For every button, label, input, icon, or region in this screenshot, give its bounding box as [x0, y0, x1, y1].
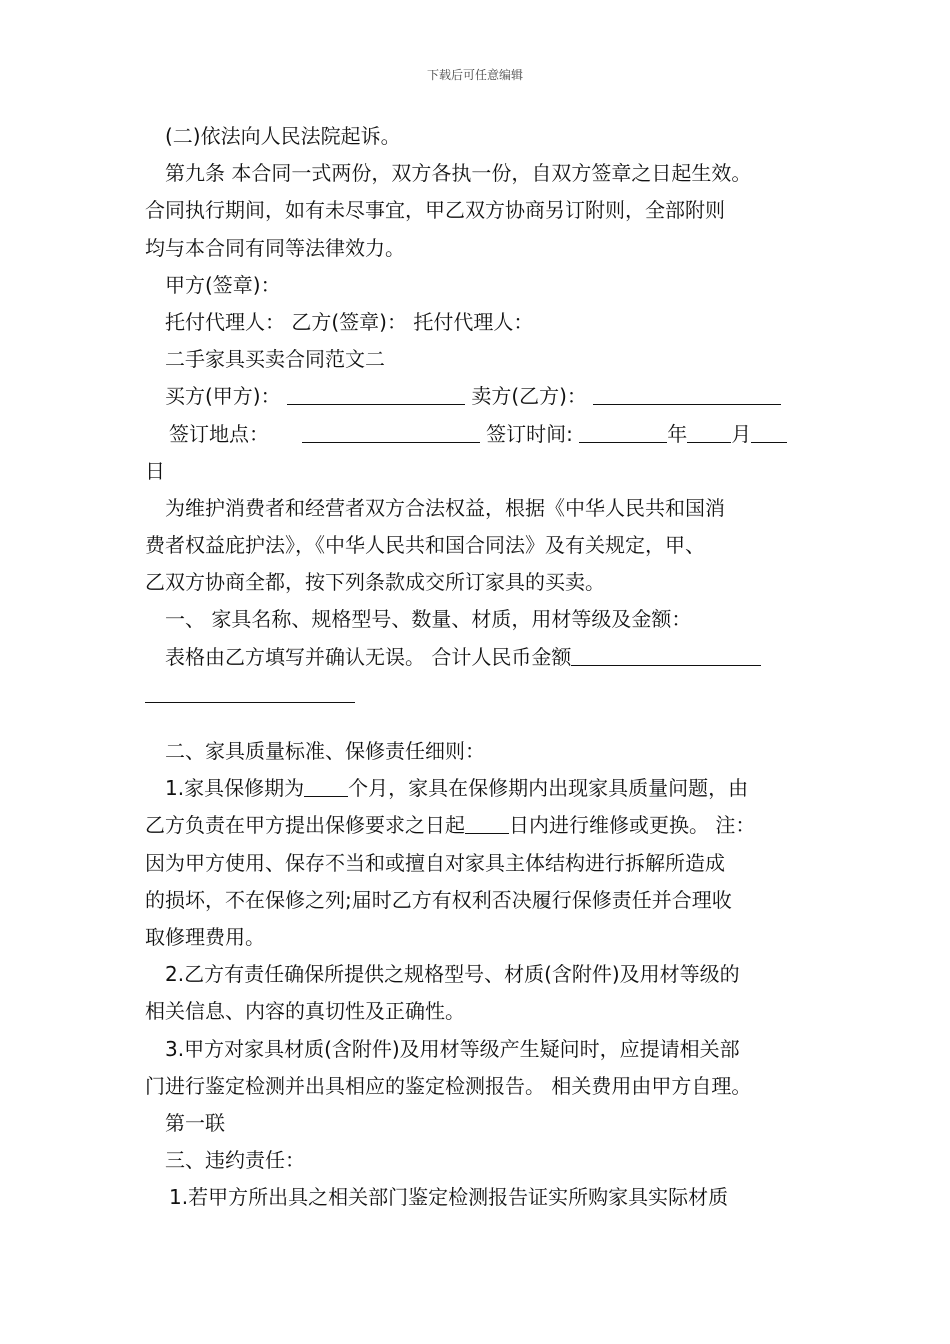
- repair-days-line: [145, 807, 810, 844]
- sign-place-blank: [302, 422, 480, 443]
- total-amount-line: [145, 639, 810, 676]
- repair-label: 乙方负责在甲方提出保修要求之日起: [145, 813, 465, 838]
- text-line: 费者权益庇护法》，《中华人民共和国合同法》及有关规定，甲、: [145, 533, 705, 558]
- buyer-blank: [287, 384, 465, 405]
- text-line: 合同执行期间，如有未尽事宜，甲乙双方协商另订附则，全部附则: [145, 198, 725, 223]
- total-amount-continuation: [145, 676, 810, 713]
- sign-time-label: 签订时间:: [486, 421, 573, 446]
- section-heading: 一、 家具名称、规格型号、数量、材质，用材等级及金额：: [165, 607, 692, 632]
- month-blank: [687, 422, 731, 443]
- text-line: 2.乙方有责任确保所提供之规格型号、材质(含附件)及用材等级的: [165, 962, 740, 987]
- text-line: 门进行鉴定检测并出具相应的鉴定检测报告。 相关费用由甲方自理。: [145, 1073, 752, 1098]
- repair-text: 日内进行维修或更换。 注：: [509, 813, 756, 838]
- year-blank: [579, 422, 667, 443]
- sign-place-label: 签订地点：: [169, 421, 269, 446]
- text-line: (二)依法向人民法院起诉。: [165, 124, 401, 148]
- text-line: 甲方(签章)：: [165, 272, 281, 297]
- warranty-months-blank: [304, 776, 348, 797]
- warranty-label: 1.家具保修期为: [165, 776, 305, 801]
- warranty-line: [145, 770, 810, 807]
- buyer-seller-line: [145, 378, 810, 415]
- text-line: 3.甲方对家具材质(含附件)及用材等级产生疑问时，应提请相关部: [165, 1036, 740, 1061]
- text-line: 为维护消费者和经营者双方合法权益，根据《中华人民共和国消: [165, 495, 725, 520]
- text-line: 的损坏，不在保修之列;届时乙方有权利否决履行保修责任并合理收: [145, 887, 732, 912]
- day-blank: [751, 422, 787, 443]
- page-header: 下载后可任意编辑: [426, 68, 523, 82]
- section-heading: 三、违约责任：: [165, 1148, 305, 1173]
- text-line: 取修理费用。: [145, 924, 265, 949]
- text-line: 1.若甲方所出具之相关部门鉴定检测报告证实所购家具实际材质: [169, 1185, 729, 1210]
- seller-label: 卖方(乙方)：: [471, 384, 587, 409]
- year-label: 年: [667, 421, 688, 446]
- seller-blank: [593, 384, 781, 405]
- subtitle: 二手家具买卖合同范文二: [165, 347, 385, 372]
- text-line: 日: [145, 458, 165, 483]
- text-line: 因为甲方使用、保存不当和或擅自对家具主体结构进行拆解所造成: [145, 850, 725, 875]
- section-heading: 二、家具质量标准、保修责任细则：: [165, 739, 485, 763]
- text-line: 第九条 本合同一式两份，双方各执一份，自双方签章之日起生效。: [165, 161, 752, 186]
- document-body: [145, 118, 810, 1216]
- text-line: 乙双方协商全都，按下列条款成交所订家具的买卖。: [145, 570, 605, 595]
- month-label: 月: [731, 421, 752, 446]
- repair-days-blank: [465, 813, 509, 834]
- total-amount-blank: [571, 645, 761, 666]
- text-line: 相关信息、内容的真切性及正确性。: [145, 999, 465, 1024]
- warranty-text: 个月，家具在保修期内出现家具质量问题，由: [348, 776, 749, 801]
- buyer-label: 买方(甲方)：: [165, 384, 281, 409]
- text-line: 均与本合同有同等法律效力。: [145, 235, 405, 260]
- total-amount-blank-2: [145, 682, 355, 703]
- total-amount-label: 表格由乙方填写并确认无误。 合计人民币金额: [165, 644, 572, 669]
- sign-place-time-line: [145, 416, 810, 453]
- text-line: 第一联: [165, 1110, 225, 1135]
- text-line: 托付代理人： 乙方(签章)： 托付代理人：: [165, 309, 534, 334]
